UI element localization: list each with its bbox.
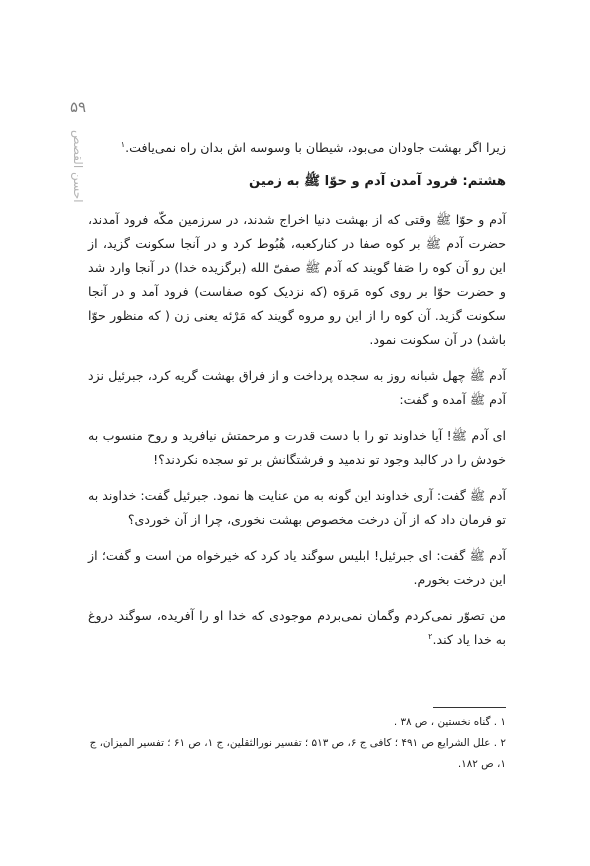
paragraph: آدم ﷺ چهل شبانه روز به سجده پرداخت و از فراق بهشت گریه کرد، جبرئیل نزد آدم ﷺ آمده و گفت: bbox=[88, 368, 506, 407]
closing-paragraph bbox=[88, 604, 506, 652]
footnote-divider bbox=[433, 707, 506, 708]
paragraph: آدم ﷺ گفت: آری خداوند این گونه به من عنایت ها نمود. جبرئیل گفت: خداوند به تو فرمان داد که از آن درخت مخصوص بهشت نخوری، چرا از آن خوردی؟ bbox=[88, 488, 506, 527]
paragraph: آدم ﷺ گفت: ای جبرئیل! ابلیس سوگند یاد کرد که خیرخواه من است و گفت؛ از این درخت بخورم. bbox=[88, 548, 506, 587]
footnote-1: ۱ . گناه نخستین ، ص ۳۸ . bbox=[393, 716, 506, 728]
section-heading: هشتم: فرود آمدن آدم و حوّا ﷺ به زمین bbox=[249, 174, 506, 189]
page-number: ۵۹ bbox=[69, 98, 87, 116]
opening-text: زیرا اگر بهشت جاودان می‌بود، شیطان با وسوسه اش بدان راه نمی‌یافت. bbox=[125, 140, 506, 155]
footnote-marker-1: ۱ bbox=[120, 139, 126, 149]
opening-paragraph bbox=[88, 136, 506, 160]
footnotes bbox=[88, 712, 506, 775]
paragraph: آدم و حوّا ﷺ وقتی که از بهشت دنیا اخراج شدند، در سرزمین مکّه فرود آمدند، حضرت آدم ﷺ بر کوه صفا در کنارکعبه، هُبُوط کرد و در آنجا سکونت گزید، از این رو آن کوه را صَفا گویند که آدم ﷺ صفیّ الله (برگزیده خدا) در آنجا وارد شد و حضرت حوّا بر روی کوه مَروَه (که نزدیک کوه صفاست) فرود آمد و در آنجا سکونت گزید. آن کوه را از این رو مروه گویند که مَرْئه یعنی زن ( که منظور حوّا باشد) در آن سکونت نمود. bbox=[88, 212, 506, 347]
main-text bbox=[88, 136, 506, 664]
closing-text: من تصوّر نمی‌کردم وگمان نمی‌بردم موجودی که خدا او را آفریده، سوگند دروغ به خدا یاد کند. bbox=[88, 608, 506, 647]
footnote-marker-2: ۲ bbox=[428, 631, 433, 641]
paragraph: ای آدم ﷺ! آیا خداوند تو را با دست قدرت و مرحمتش نیافرید و روح منسوب به خودش را در کالبد وجود تو ندمید و فرشتگانش بر تو سجده نکردند؟! bbox=[88, 428, 506, 467]
footnote-2: ۲ . علل الشرایع ص ۴۹۱ ؛ کافی ج ۶، ص ۵۱۳ ؛ تفسیر نورالثقلین، ج ۱، ص ۶۱ ؛ تفسیر المیزان، ج ۱، ص ۱۸۲. bbox=[89, 737, 506, 770]
running-title: احسن القصص bbox=[71, 130, 85, 203]
